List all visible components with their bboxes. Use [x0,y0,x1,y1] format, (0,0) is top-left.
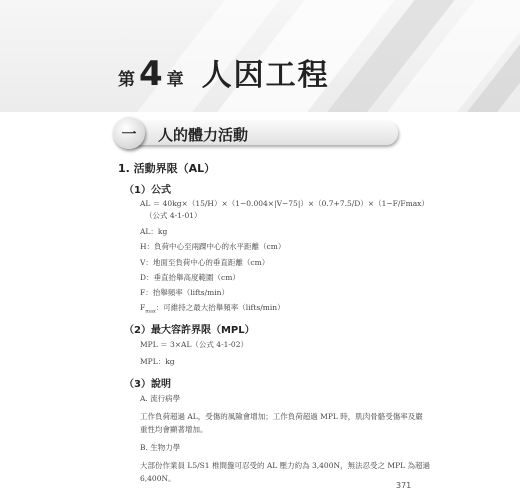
chapter-heading [118,50,330,94]
note-a-line: 重性均會顯著增加。 [140,425,208,434]
definition-d: D：垂直抬舉高度範圍（cm） [140,273,240,282]
definition-h: H：負荷中心至兩踝中心的水平距離（cm） [140,242,286,251]
subheading-notes: （3）說明 [124,379,171,390]
formula-ref: （公式 4-1-01） [145,211,202,220]
definition-fmax [140,302,285,315]
note-b-title: B. 生物力學 [140,443,181,452]
chapter-suffix: 章 [166,70,184,90]
definition-al: AL：kg [140,227,168,236]
note-b-line: 大部份作業員 L5/S1 椎間盤可忍受的 AL 壓力約為 3,400N，無法忍受之 MPL 為超過 [140,461,431,470]
fmax-symbol: F [140,303,146,312]
subheading-mpl: （2）最大容許界限（MPL） [124,325,255,336]
formula-al: AL ＝ 40kg×（15/H）×（1−0.004×|V−75|）×（0.7+7.5/D）×（1−F/Fmax） [140,199,429,208]
note-a-line: 工作負荷超過 AL，受傷的風險會增加；工作負荷超過 MPL 時，肌肉骨骼受傷率及嚴 [140,412,423,421]
section-number: 一 [113,117,145,149]
definition-v: V：地面至負荷中心的垂直距離（cm） [140,258,270,267]
formula-mpl: MPL ＝ 3×AL（公式 4-1-02） [140,340,248,349]
chapter-number: 4 [139,54,163,94]
definition-f: F：抬舉頻率（lifts/min） [140,288,230,297]
chapter-prefix: 第 [118,70,135,90]
heading-activity-limit: 1. 活動界限（AL） [118,162,216,175]
note-b-line: 6,400N。 [140,474,176,483]
note-a-title: A. 流行病學 [140,394,181,403]
fmax-subscript: max [145,308,156,315]
definition-mpl: MPL：kg [140,357,175,366]
chapter-title: 人因工程 [201,58,330,93]
page-number: 371 [396,481,412,490]
section-title: 人的體力活動 [158,126,249,144]
fmax-text: ：可維持之最大抬舉頻率（lifts/min） [155,303,285,312]
subheading-formula: （1）公式 [124,185,171,196]
